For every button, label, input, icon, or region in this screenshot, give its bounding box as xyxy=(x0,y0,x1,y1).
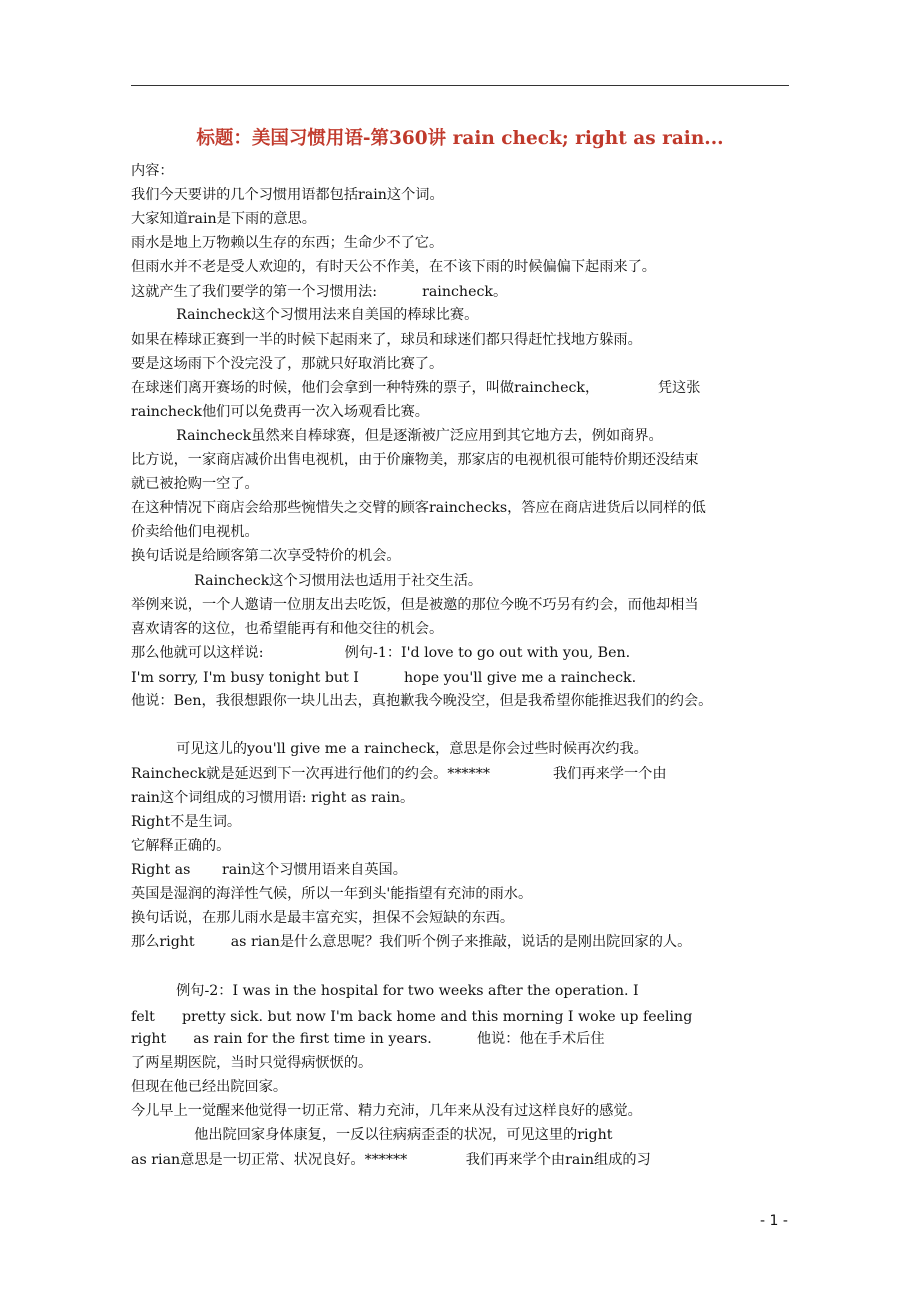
body-line: I'm sorry, I'm busy tonight but I hope you'll give me a raincheck. xyxy=(131,670,637,686)
body-line: Right as rain这个习惯用语来自英国。 xyxy=(131,862,407,878)
body-line: 换句话说是给顾客第二次享受特价的机会。 xyxy=(131,548,401,564)
body-line: 在球迷们离开赛场的时候，他们会拿到一种特殊的票子，叫做raincheck， 凭这张 xyxy=(131,380,701,396)
page-number: - 1 - xyxy=(760,1213,788,1229)
document-title: 标题：美国习惯用语-第360讲 rain check; right as rain... xyxy=(196,128,724,149)
body-line: 就已被抢购一空了。 xyxy=(131,476,259,492)
body-line: 那么他就可以这样说: 例句-1：I'd love to go out with you, Ben. xyxy=(131,645,631,661)
body-line: 如果在棒球正赛到一半的时候下起雨来了，球员和球迷们都只得赶忙找地方躲雨。 xyxy=(131,332,642,348)
body-line: 他说：Ben，我很想跟你一块儿出去，真抱歉我今晚没空，但是我希望你能推迟我们的约会。 xyxy=(131,693,713,709)
body-line: right as rain for the first time in years. 他说：他在手术后住 xyxy=(131,1031,605,1047)
body-line: 比方说，一家商店减价出售电视机，由于价廉物美，那家店的电视机很可能特价期还没结束 xyxy=(131,452,699,468)
body-line: 喜欢请客的这位，也希望能再有和他交往的机会。 xyxy=(131,621,444,637)
body-line: rain这个词组成的习惯用语: right as rain。 xyxy=(131,790,415,806)
body-line: 但雨水并不老是受人欢迎的，有时天公不作美，在不该下雨的时候偏偏下起雨来了。 xyxy=(131,259,656,275)
body-line: 他出院回家身体康复，一反以往病病歪歪的状况，可见这里的right xyxy=(131,1127,613,1143)
body-line: 内容： xyxy=(131,163,174,179)
header-rule xyxy=(131,85,789,86)
body-line: 换句话说，在那儿雨水是最丰富充实，担保不会短缺的东西。 xyxy=(131,910,515,926)
body-line: Raincheck就是延迟到下一次再进行他们的约会。****** 我们再来学一个由 xyxy=(131,766,667,782)
body-line: 雨水是地上万物赖以生存的东西；生命少不了它。 xyxy=(131,235,444,251)
body-line: 大家知道rain是下雨的意思。 xyxy=(131,211,316,227)
body-line: raincheck他们可以免费再一次入场观看比赛。 xyxy=(131,404,429,420)
body-line: Right不是生词。 xyxy=(131,814,242,830)
body-line: 英国是湿润的海洋性气候，所以一年到头'能指望有充沛的雨水。 xyxy=(131,886,533,902)
body-line: 我们今天要讲的几个习惯用语都包括rain这个词。 xyxy=(131,187,444,203)
body-line: 它解释正确的。 xyxy=(131,838,231,854)
body-line: Raincheck这个习惯用法来自美国的棒球比赛。 xyxy=(131,307,479,323)
body-line: as rian意思是一切正常、状况良好。****** 我们再来学个由rain组成的习 xyxy=(131,1152,651,1168)
body-line: felt pretty sick. but now I'm back home and this morning I woke up feeling xyxy=(131,1009,693,1025)
body-line: Raincheck虽然来自棒球赛，但是逐渐被广泛应用到其它地方去，例如商界。 xyxy=(131,428,663,444)
body-line: 那么right as rian是什么意思呢？我们听个例子来推敲，说话的是刚出院回家的人。 xyxy=(131,934,692,950)
body-line: 但现在他已经出院回家。 xyxy=(131,1079,288,1095)
body-line: 今儿早上一觉醒来他觉得一切正常、精力充沛，几年来从没有过这样良好的感觉。 xyxy=(131,1103,642,1119)
body-line: Raincheck这个习惯用法也适用于社交生活。 xyxy=(131,573,483,589)
body-line: 这就产生了我们要学的第一个习惯用法: raincheck。 xyxy=(131,284,508,300)
body-line: 要是这场雨下个没完没了，那就只好取消比赛了。 xyxy=(131,356,444,372)
body-line: 价卖给他们电视机。 xyxy=(131,524,259,540)
body-line: 例句-2：I was in the hospital for two weeks after the operation. I xyxy=(131,983,639,999)
body-line: 举例来说，一个人邀请一位朋友出去吃饭，但是被邀的那位今晚不巧另有约会，而他却相当 xyxy=(131,597,699,613)
body-line: 了两星期医院，当时只觉得病恹恹的。 xyxy=(131,1055,373,1071)
body-line: 在这种情况下商店会给那些惋惜失之交臂的顾客rainchecks，答应在商店进货后以同样的低 xyxy=(131,500,706,516)
body-line: 可见这儿的you'll give me a raincheck，意思是你会过些时候再次约我。 xyxy=(131,741,648,757)
